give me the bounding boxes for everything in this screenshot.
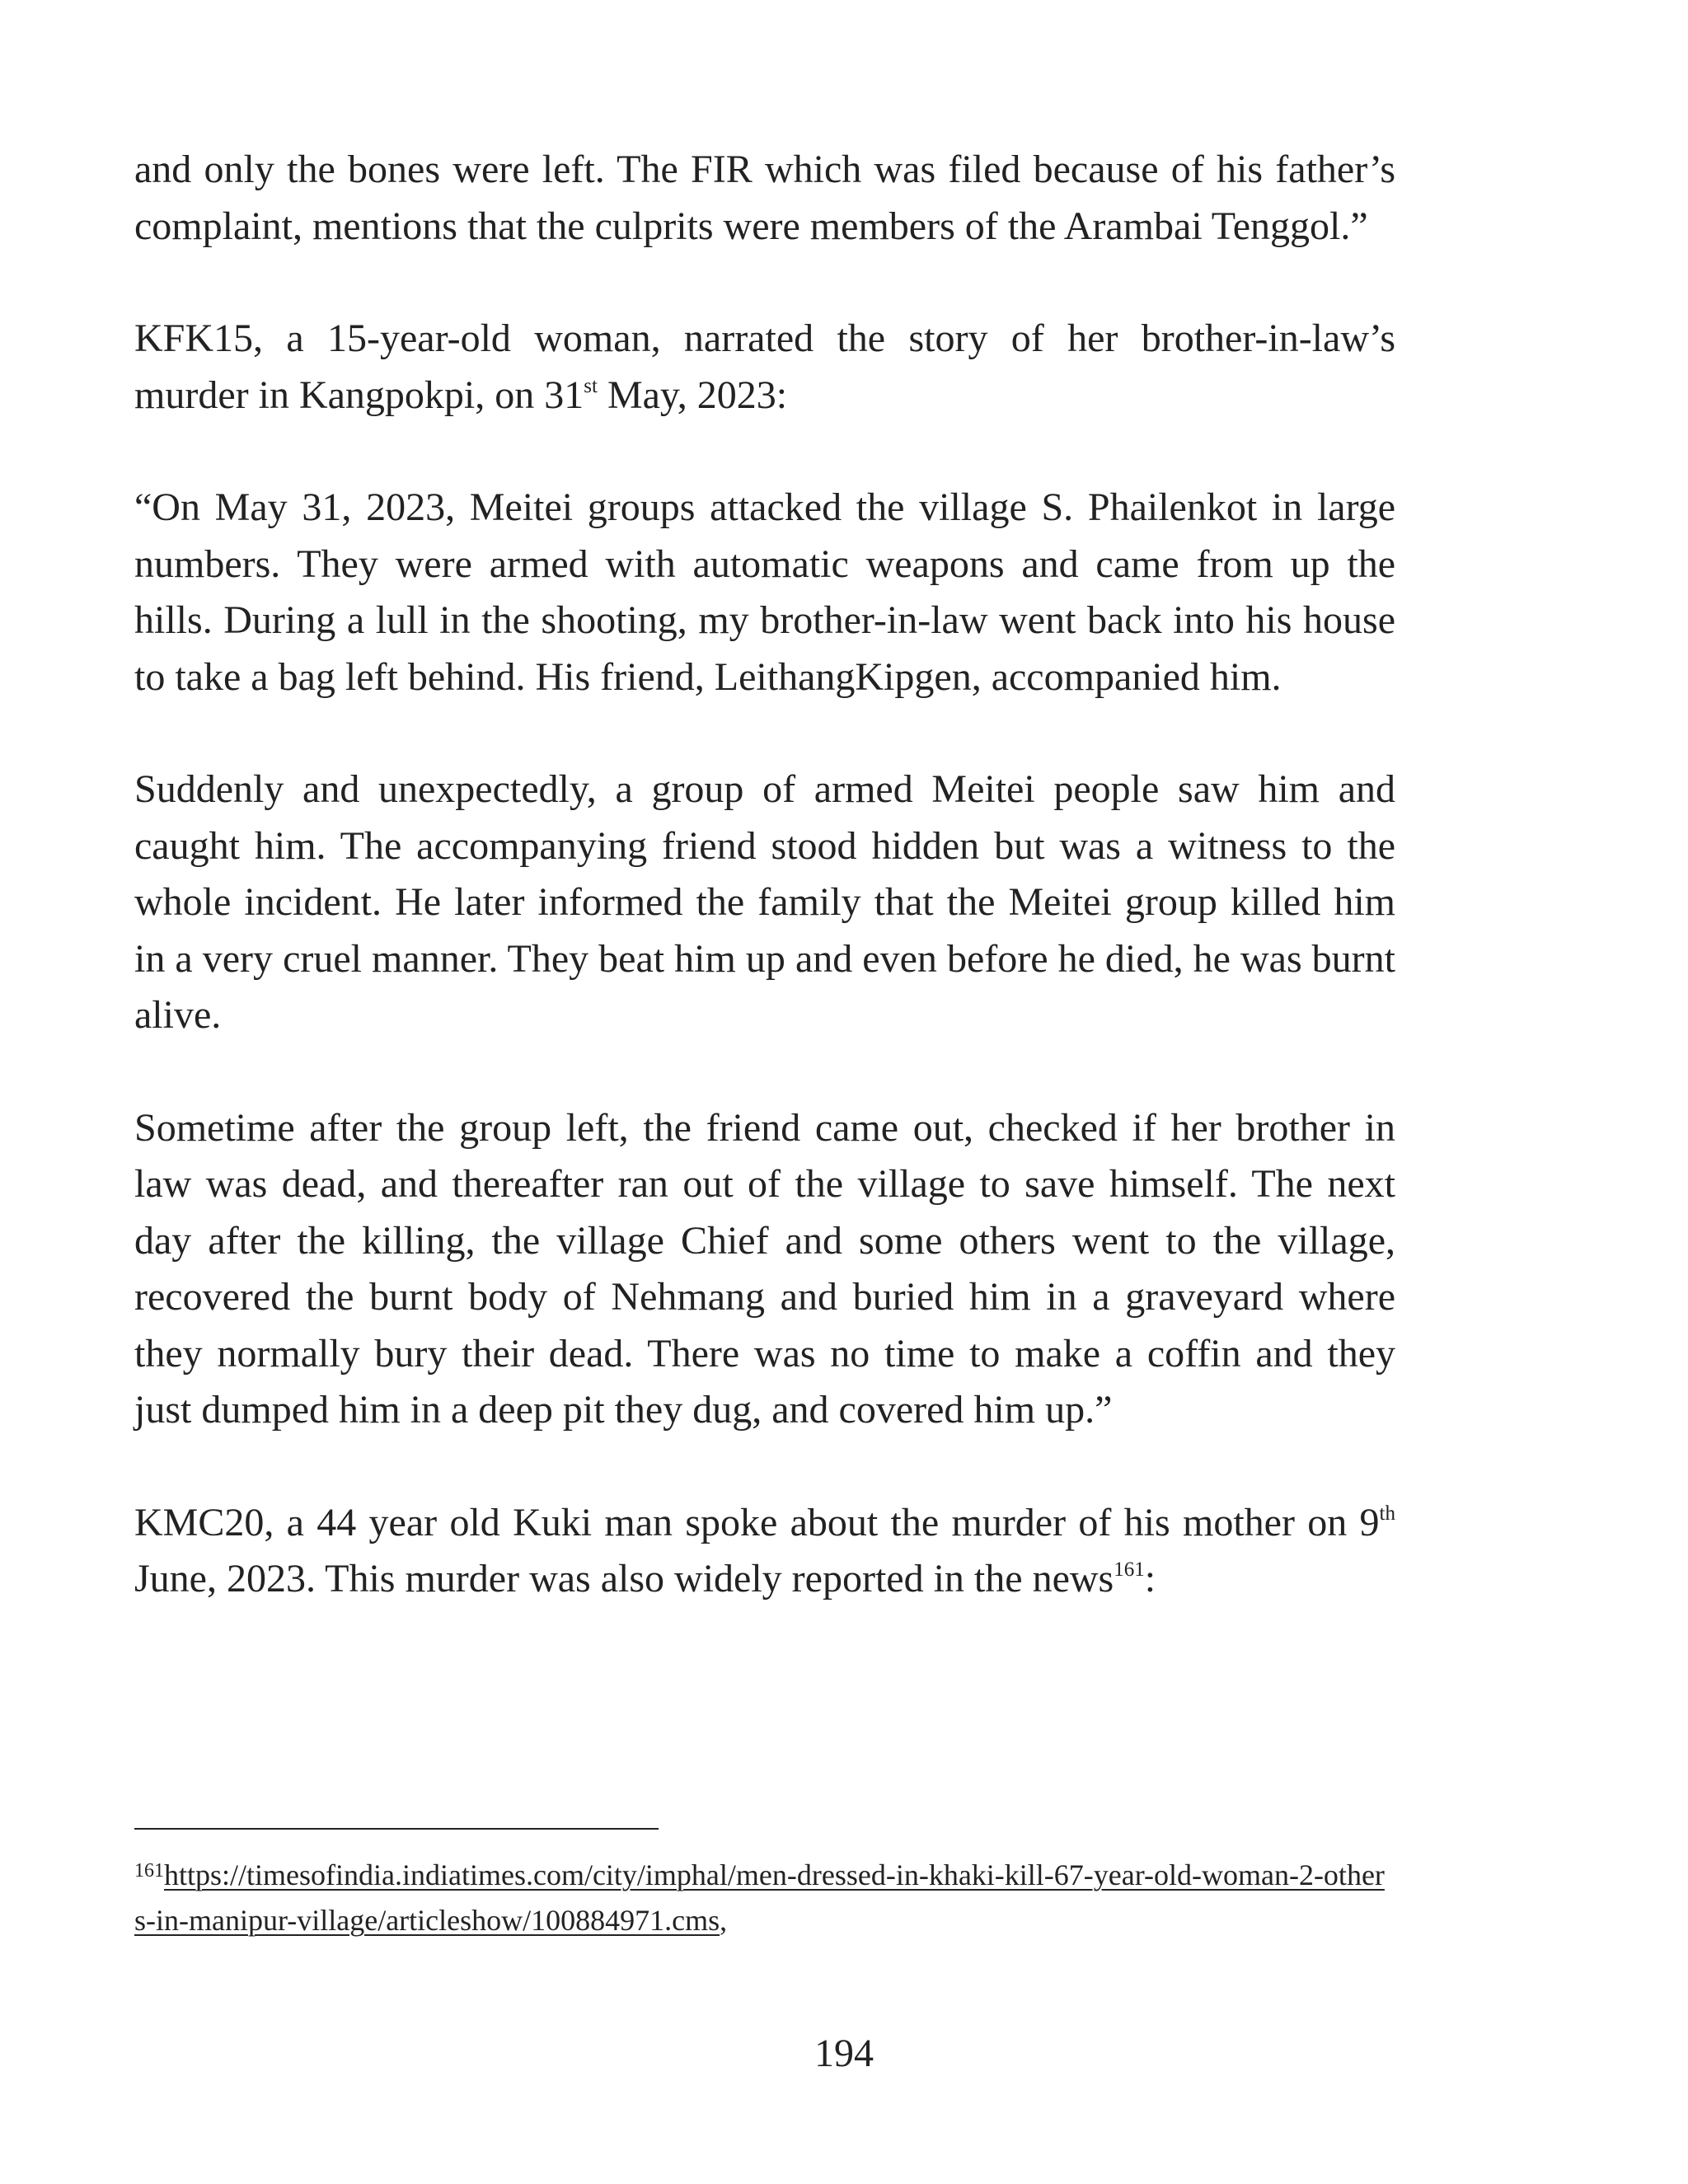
footnote-reference[interactable]: 161: [1114, 1558, 1145, 1581]
paragraph-text: KFK15, a 15-year-old woman, narrated the story of her brother-in-law’s murder in Kangpokpi, on 31: [134, 316, 1395, 417]
footnote-link[interactable]: https://timesofindia.indiatimes.com/city/imphal/men-dressed-in-khaki-kill-67-year-old-woman-2-others-in-manipur-village/articleshow/100884971.cms: [134, 1858, 1385, 1937]
page-number: 194: [814, 2032, 874, 2075]
paragraph-text: June, 2023. This murder was also widely reported in the news: [134, 1557, 1114, 1601]
paragraph-text: May, 2023:: [597, 373, 788, 417]
footnote: [134, 1854, 1395, 1941]
paragraph-text: KMC20, a 44 year old Kuki man spoke about the murder of his mother on 9: [134, 1500, 1380, 1544]
ordinal-suffix: st: [584, 374, 598, 397]
document-body: [134, 142, 1395, 1608]
paragraph-testimony-3: Sometime after the group left, the friend came out, checked if her brother in law was dead, and thereafter ran out of the village to save himself. The next day after the killing, the village Chief and some others went to the village, recovered the burnt body of Nehmang and buried him in a graveyard where they normally bury their dead. There was no time to make a coffin and they just dumped him in a deep pit they dug, and covered him up.”: [134, 1105, 1395, 1432]
footnote-trailing: ,: [720, 1904, 728, 1937]
paragraph-testimony-1: “On May 31, 2023, Meitei groups attacked the village S. Phailenkot in large numbers. They were armed with automatic weapons and came from up the hills. During a lull in the shooting, my brother-in-law went back into his house to take a bag left behind. His friend, LeithangKipgen, accompanied him.: [134, 485, 1395, 699]
paragraph-text: :: [1144, 1557, 1156, 1601]
paragraph-kfk15-intro: [134, 311, 1395, 424]
paragraph-testimony-2: Suddenly and unexpectedly, a group of armed Meitei people saw him and caught him. The accompanying friend stood hidden but was a witness to the whole incident. He later informed the family that the Meitei group killed him in a very cruel manner. They beat him up and even before he died, he was burnt alive.: [134, 767, 1395, 1037]
ordinal-suffix: th: [1379, 1502, 1395, 1525]
footnote-separator: [134, 1828, 659, 1830]
footnote-marker: 161: [134, 1860, 164, 1882]
paragraph-continuation: and only the bones were left. The FIR which was filed because of his father’s complaint, mentions that the culprits were members of the Arambai Tenggol.”: [134, 148, 1395, 248]
paragraph-kmc20-intro: [134, 1495, 1395, 1608]
